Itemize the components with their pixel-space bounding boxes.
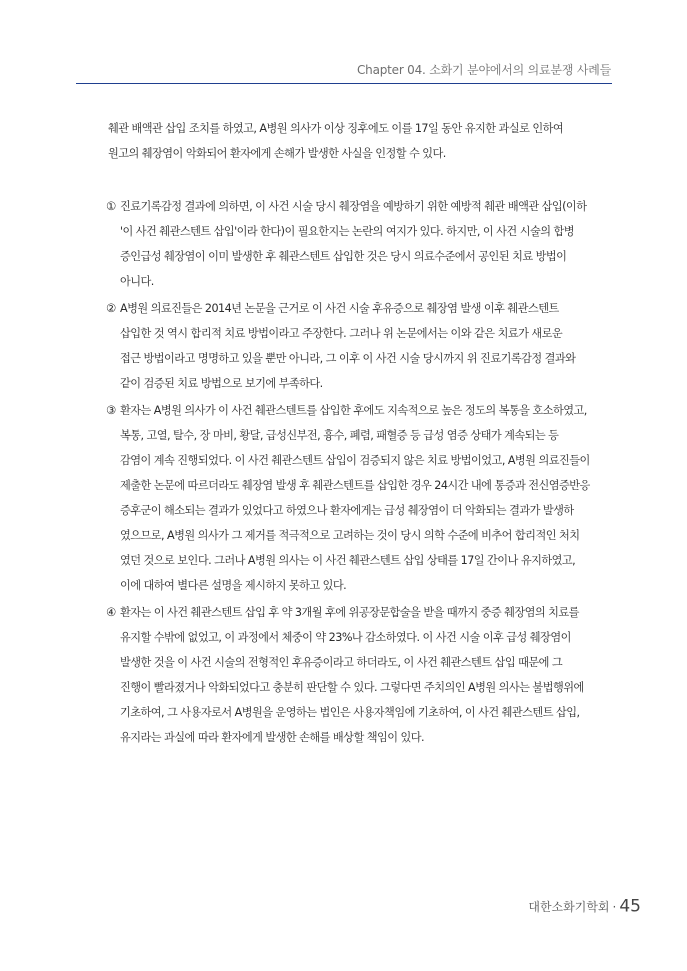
header-divider: [76, 83, 612, 84]
list-item-line: 증후군이 해소되는 결과가 있었다고 하였으나 환자에게는 급성 췌장염이 더 악화되는 결과가 발생하: [120, 504, 574, 517]
list-item-line: '이 사건 췌관스텐트 삽입'이라 한다)이 필요한지는 논란의 여지가 있다. 하지만, 이 사건 시술의 합병: [120, 225, 574, 238]
intro-line: 췌관 배액관 삽입 조치를 하였고, A병원 의사가 이상 징후에도 이를 17일 동안 유지한 과실로 인하여: [108, 122, 564, 135]
list-item-line: 진료기록감정 결과에 의하면, 이 사건 시술 당시 췌장염을 예방하기 위한 예방적 췌관 배액관 삽입(이하: [120, 200, 587, 213]
list-item-line: 접근 방법이라고 명명하고 있을 뿐만 아니라, 그 이후 이 사건 시술 당시까지 위 진료기록감정 결과와: [120, 352, 576, 365]
list-item-line: 이에 대하여 별다른 설명을 제시하지 못하고 있다.: [120, 579, 347, 592]
list-item-1: [106, 194, 614, 294]
list-item-line: 발생한 것을 이 사건 시술의 전형적인 후유증이라고 하더라도, 이 사건 췌관스텐트 삽입 때문에 그: [120, 656, 563, 669]
list-item-line: 였던 것으로 보인다. 그러나 A병원 의사는 이 사건 췌관스텐트 삽입 상태를 17일 간이나 유지하였고,: [120, 554, 576, 567]
list-item-2: [106, 296, 614, 396]
society-name: 대한소화기학회: [528, 900, 610, 914]
list-item-line: 제출한 논문에 따르더라도 췌장염 발생 후 췌관스텐트를 삽입한 경우 24시간 내에 통증과 전신염증반응: [120, 479, 590, 492]
list-marker: ③: [106, 403, 116, 417]
page-footer: [528, 896, 641, 917]
list-marker: ④: [106, 605, 116, 619]
list-item-line: 유지라는 과실에 따라 환자에게 발생한 손해를 배상할 책임이 있다.: [120, 731, 424, 744]
list-item-line: A병원 의료진들은 2014년 논문을 근거로 이 사건 시술 후유증으로 췌장염 발생 이후 췌관스텐트: [120, 302, 559, 315]
list-item-line: 삽입한 것 역시 합리적 치료 방법이라고 주장한다. 그러나 위 논문에서는 이와 같은 치료가 새로운: [120, 327, 563, 340]
page-number: 45: [619, 896, 641, 917]
list-item-line: 증인급성 췌장염이 이미 발생한 후 췌관스텐트 삽입한 것은 당시 의료수준에서 공인된 치료 방법이: [120, 250, 567, 263]
list-marker: ②: [106, 301, 116, 315]
intro-line: 원고의 췌장염이 악화되어 환자에게 손해가 발생한 사실을 인정할 수 있다.: [108, 147, 446, 160]
list-item-line: 같이 검증된 치료 방법으로 보기에 부족하다.: [120, 377, 323, 390]
list-item-4: [106, 600, 614, 750]
list-marker: ①: [106, 199, 116, 213]
list-item-line: 환자는 이 사건 췌관스텐트 삽입 후 약 3개월 후에 위공장문합술을 받을 때까지 중증 췌장염의 치료를: [120, 606, 579, 619]
list-item-line: 감염이 계속 진행되었다. 이 사건 췌관스텐트 삽입이 검증되지 않은 치료 방법이었고, A병원 의료진들이: [120, 454, 590, 467]
document-body: [108, 116, 614, 752]
list-item-line: 복통, 고열, 탈수, 장 마비, 황달, 급성신부전, 흉수, 폐렴, 패혈증 등 급성 염증 상태가 계속되는 등: [120, 429, 559, 442]
list-item-line: 환자는 A병원 의사가 이 사건 췌관스텐트를 삽입한 후에도 지속적으로 높은 정도의 복통을 호소하였고,: [120, 404, 587, 417]
list-item-line: 였으므로, A병원 의사가 그 제거를 적극적으로 고려하는 것이 당시 의학 수준에 비추어 합리적인 처치: [120, 529, 580, 542]
list-item-line: 유지할 수밖에 없었고, 이 과정에서 체중이 약 23%나 감소하였다. 이 사건 시술 이후 급성 췌장염이: [120, 631, 571, 644]
list-item-line: 아니다.: [120, 275, 154, 288]
chapter-title: Chapter 04. 소화기 분야에서의 의료분쟁 사례들: [356, 63, 611, 77]
list-item-line: 진행이 빨라졌거나 악화되었다고 충분히 판단할 수 있다. 그렇다면 주치의인 A병원 의사는 불법행위에: [120, 681, 584, 694]
list-item-3: [106, 398, 614, 598]
footer-separator: ·: [612, 899, 617, 914]
intro-paragraph: [108, 116, 614, 166]
list-item-line: 기초하여, 그 사용자로서 A병원을 운영하는 법인은 사용자책임에 기초하여, 이 사건 췌관스텐트 삽입,: [120, 706, 580, 719]
